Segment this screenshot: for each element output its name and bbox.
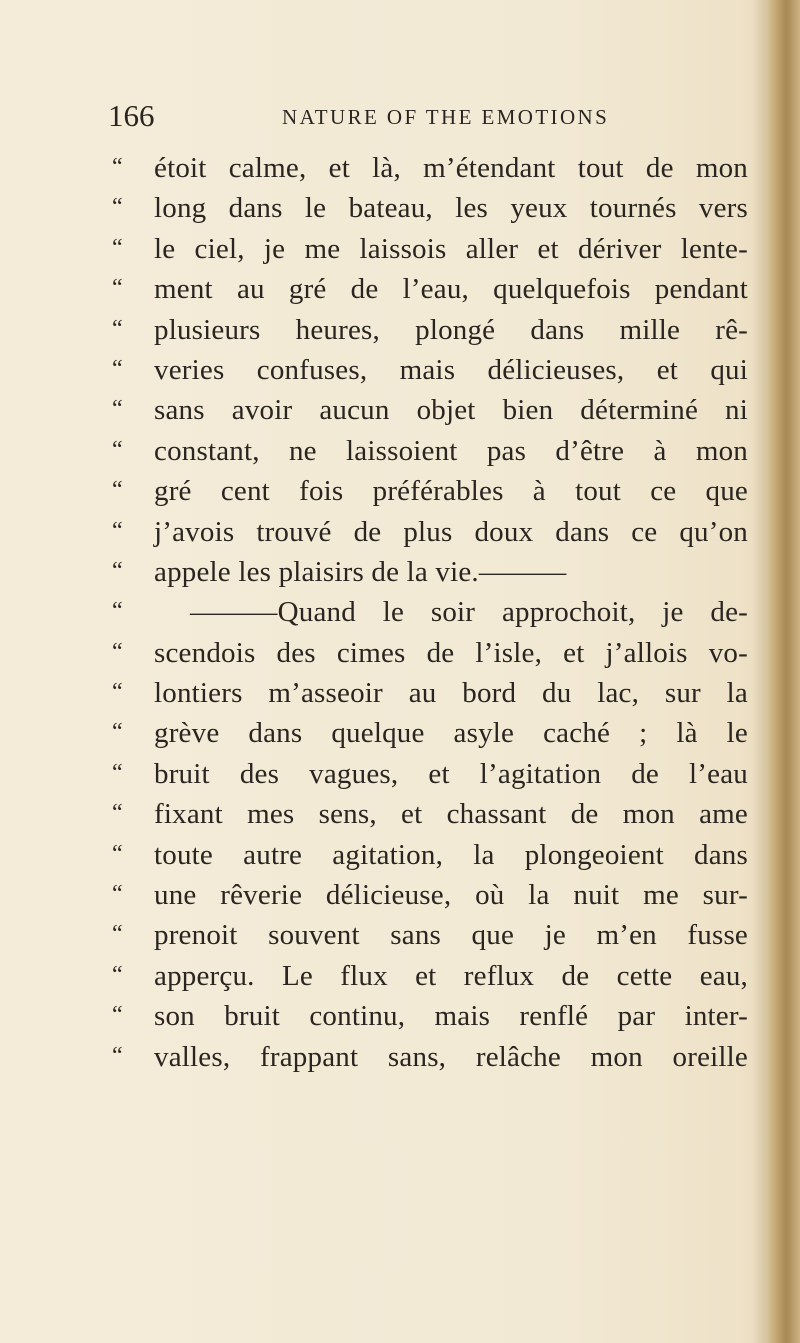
quote-mark: “	[112, 881, 123, 908]
page-edge-shadow	[752, 0, 766, 1343]
quote-mark: “	[112, 719, 123, 746]
quote-mark: “	[112, 477, 123, 504]
text-line	[112, 556, 752, 596]
line-text: une rêverie délicieuse, où la nuit me sur-	[154, 879, 748, 912]
line-text: apperçu. Le flux et reflux de cette eau,	[154, 959, 748, 992]
line-text: valles, frappant sans, relâche mon oreille	[154, 1040, 748, 1073]
line-text: étoit calme, et là, m’étendant tout de mon	[154, 152, 748, 184]
line-text: le ciel, je me laissois aller et dériver lente-	[154, 232, 748, 265]
text-line	[112, 435, 752, 475]
text-line	[112, 758, 752, 798]
quote-mark: “	[112, 961, 123, 988]
line-text: plusieurs heures, plongé dans mille rê-	[154, 313, 748, 346]
text-line	[112, 152, 752, 192]
quote-mark: “	[112, 840, 123, 867]
text-line	[112, 879, 752, 919]
line-text: ment au gré de l’eau, quelquefois pendant	[154, 273, 748, 306]
page-header	[108, 98, 748, 138]
page-number: 166	[108, 98, 155, 133]
line-text: sans avoir aucun objet bien déterminé ni	[154, 394, 748, 427]
line-text: appele les plaisirs de la vie.———	[154, 555, 567, 588]
text-line	[112, 354, 752, 394]
line-text: grève dans quelque asyle caché ; là le	[154, 717, 748, 750]
line-text: gré cent fois préférables à tout ce que	[154, 475, 748, 508]
line-text: son bruit continu, mais renflé par inter-	[154, 1000, 748, 1033]
running-head: NATURE OF THE EMOTIONS	[282, 105, 610, 129]
quote-mark: “	[112, 759, 123, 786]
line-text: prenoit souvent sans que je m’en fusse	[154, 919, 748, 952]
text-line	[112, 475, 752, 515]
text-line	[112, 717, 752, 757]
line-text: scendois des cimes de l’isle, et j’allois vo-	[154, 636, 748, 669]
quote-mark: “	[112, 598, 123, 625]
text-line	[112, 596, 752, 636]
text-line	[112, 1041, 752, 1081]
quote-mark: “	[112, 275, 123, 302]
quote-mark: “	[112, 517, 123, 544]
text-line	[112, 233, 752, 273]
text-line	[112, 839, 752, 879]
text-line	[112, 1000, 752, 1040]
line-text: veries confuses, mais délicieuses, et qui	[154, 353, 748, 386]
line-text: long dans le bateau, les yeux tournés vers	[154, 192, 748, 225]
quote-mark: “	[112, 436, 123, 463]
quote-mark: “	[112, 315, 123, 342]
quote-mark: “	[112, 679, 123, 706]
quote-mark: “	[112, 154, 123, 180]
quote-mark: “	[112, 194, 123, 221]
quote-mark: “	[112, 800, 123, 827]
quote-mark: “	[112, 1042, 123, 1069]
line-text: constant, ne laissoient pas d’être à mon	[154, 434, 748, 467]
text-line	[112, 192, 752, 232]
line-text: ———Quand le soir approchoit, je de-	[190, 596, 748, 629]
quote-mark: “	[112, 1002, 123, 1029]
quote-mark: “	[112, 638, 123, 665]
text-line	[112, 919, 752, 959]
quote-mark: “	[112, 921, 123, 948]
text-line	[112, 798, 752, 838]
text-line	[112, 960, 752, 1000]
body-text	[112, 152, 752, 1081]
text-line	[112, 637, 752, 677]
page-edge	[766, 0, 800, 1343]
text-line	[112, 314, 752, 354]
text-line	[112, 394, 752, 434]
line-text: bruit des vagues, et l’agitation de l’eau	[154, 757, 748, 790]
quote-mark: “	[112, 396, 123, 423]
text-line	[112, 677, 752, 717]
quote-mark: “	[112, 355, 123, 382]
quote-mark: “	[112, 234, 123, 261]
line-text: toute autre agitation, la plongeoient dans	[154, 838, 748, 871]
quote-mark: “	[112, 557, 123, 584]
text-line	[112, 516, 752, 556]
text-line	[112, 273, 752, 313]
line-text: lontiers m’asseoir au bord du lac, sur la	[154, 677, 748, 710]
line-text: j’avois trouvé de plus doux dans ce qu’on	[154, 515, 748, 548]
line-text: fixant mes sens, et chassant de mon ame	[154, 798, 748, 831]
